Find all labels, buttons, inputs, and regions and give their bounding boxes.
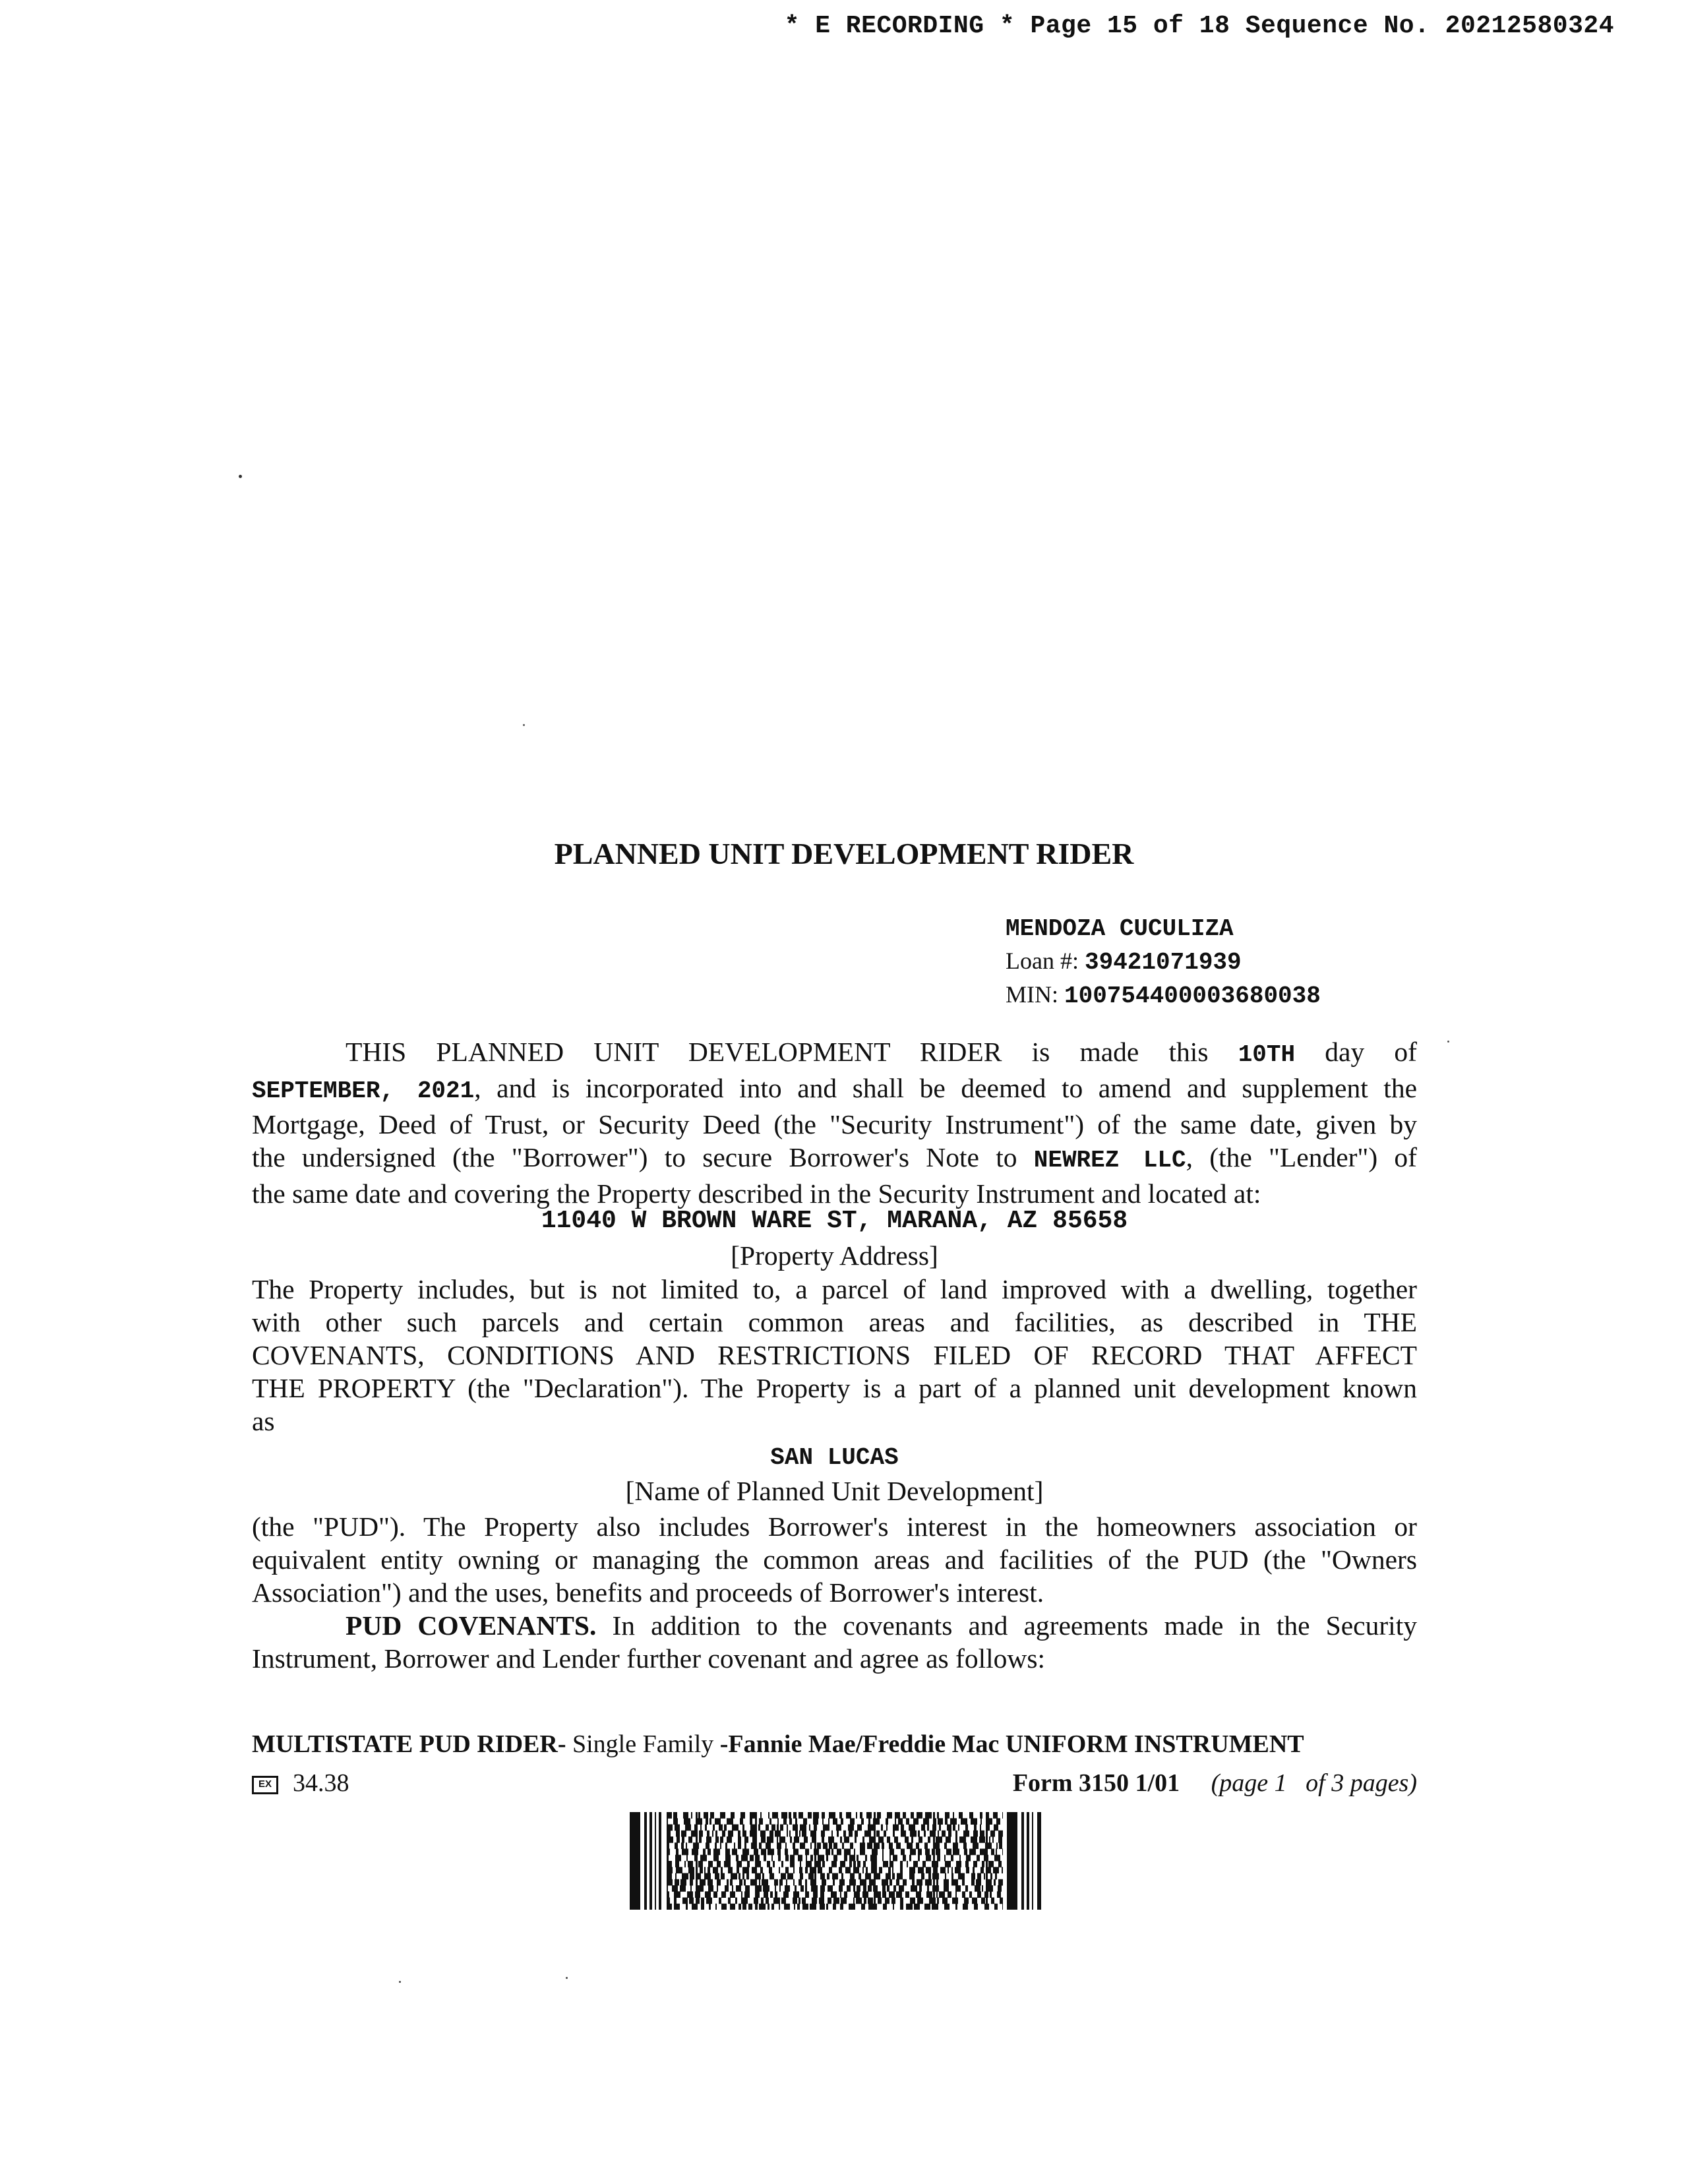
form-code-icon: EX bbox=[252, 1776, 278, 1794]
property-address: 11040 W BROWN WARE ST, MARANA, AZ 85658 bbox=[541, 1207, 1128, 1235]
rider-day: 10TH bbox=[1238, 1041, 1296, 1068]
pud-covenants-paragraph bbox=[252, 1609, 1417, 1675]
form-code: 34.38 bbox=[293, 1769, 349, 1797]
pud-line-3: Association") and the uses, benefits and proceeds of Borrower's interest. bbox=[252, 1577, 1044, 1608]
property-address-label: [Property Address] bbox=[731, 1240, 938, 1271]
barcode-image bbox=[630, 1812, 1045, 1910]
borrower-name: MENDOZA CUCULIZA bbox=[1006, 915, 1234, 942]
property-paragraph bbox=[252, 1273, 1417, 1438]
barcode-left-guard bbox=[630, 1812, 661, 1910]
form-number-block bbox=[1013, 1769, 1417, 1798]
loan-number-line bbox=[1006, 945, 1321, 979]
min-label: MIN: bbox=[1006, 981, 1064, 1008]
lender-name: NEWREZ LLC bbox=[1033, 1147, 1186, 1174]
covenants-heading: PUD COVENANTS. bbox=[346, 1610, 597, 1641]
scan-speck bbox=[399, 1981, 401, 1983]
intro-line-4: the undersigned (the "Borrower") to secure Borrower's Note to NEWREZ LLC, (the "Lender") of bbox=[252, 1142, 1417, 1174]
property-line-4: THE PROPERTY (the "Declaration"). The Property is a part of a planned unit development known bbox=[252, 1373, 1417, 1403]
intro-paragraph bbox=[252, 1035, 1417, 1210]
footer-rider-title: MULTISTATE PUD RIDER- Single Family -Fannie Mae/Freddie Mac UNIFORM INSTRUMENT bbox=[252, 1730, 1304, 1758]
scan-speck bbox=[1447, 1041, 1449, 1043]
intro-line-3: Mortgage, Deed of Trust, or Security Deed (the "Security Instrument") of the same date, given by bbox=[252, 1109, 1417, 1139]
covenants-line-2: Instrument, Borrower and Lender further covenant and agree as follows: bbox=[252, 1643, 1046, 1674]
pud-name-label: [Name of Planned Unit Development] bbox=[625, 1476, 1044, 1506]
scan-speck bbox=[239, 475, 242, 478]
property-line-5: as bbox=[252, 1406, 275, 1436]
property-line-2: with other such parcels and certain common areas and facilities, as described in THE bbox=[252, 1307, 1417, 1337]
covenants-line-1: PUD COVENANTS. In addition to the covenants and agreements made in the Security bbox=[346, 1610, 1417, 1641]
min-number: 100754400003680038 bbox=[1064, 983, 1321, 1010]
intro-line-2: SEPTEMBER, 2021, and is incorporated into and shall be deemed to amend and supplement the bbox=[252, 1073, 1417, 1105]
scan-speck bbox=[523, 724, 525, 726]
barcode-right-guard bbox=[1007, 1812, 1041, 1910]
min-line bbox=[1006, 979, 1321, 1012]
recording-header: * E RECORDING * Page 15 of 18 Sequence No. 20212580324 bbox=[784, 12, 1614, 40]
property-line-3: COVENANTS, CONDITIONS AND RESTRICTIONS FILED OF RECORD THAT AFFECT bbox=[252, 1340, 1417, 1370]
loan-number: 39421071939 bbox=[1084, 949, 1242, 976]
pud-name: SAN LUCAS bbox=[770, 1444, 899, 1471]
intro-line-1: THIS PLANNED UNIT DEVELOPMENT RIDER is made this 10TH day of bbox=[346, 1037, 1417, 1068]
pud-paragraph bbox=[252, 1510, 1417, 1609]
pud-line-1: (the "PUD"). The Property also includes Borrower's interest in the homeowners association or bbox=[252, 1511, 1417, 1542]
barcode-body bbox=[667, 1812, 1003, 1910]
property-line-1: The Property includes, but is not limited to, a parcel of land improved with a dwelling, together bbox=[252, 1274, 1417, 1304]
borrower-info-block bbox=[1006, 913, 1321, 1012]
scan-speck bbox=[566, 1977, 568, 1979]
form-number: Form 3150 1/01 bbox=[1012, 1769, 1180, 1797]
rider-month-year: SEPTEMBER, 2021 bbox=[252, 1077, 475, 1105]
page-of: (page 1 of 3 pages) bbox=[1211, 1769, 1417, 1797]
intro-line-5: the same date and covering the Property described in the Security Instrument and located at: bbox=[252, 1178, 1261, 1209]
footer-form-line bbox=[252, 1769, 1417, 1798]
pud-line-2: equivalent entity owning or managing the common areas and facilities of the PUD (the "Owners bbox=[252, 1544, 1417, 1575]
document-title: PLANNED UNIT DEVELOPMENT RIDER bbox=[554, 837, 1134, 870]
loan-label: Loan #: bbox=[1006, 948, 1085, 974]
